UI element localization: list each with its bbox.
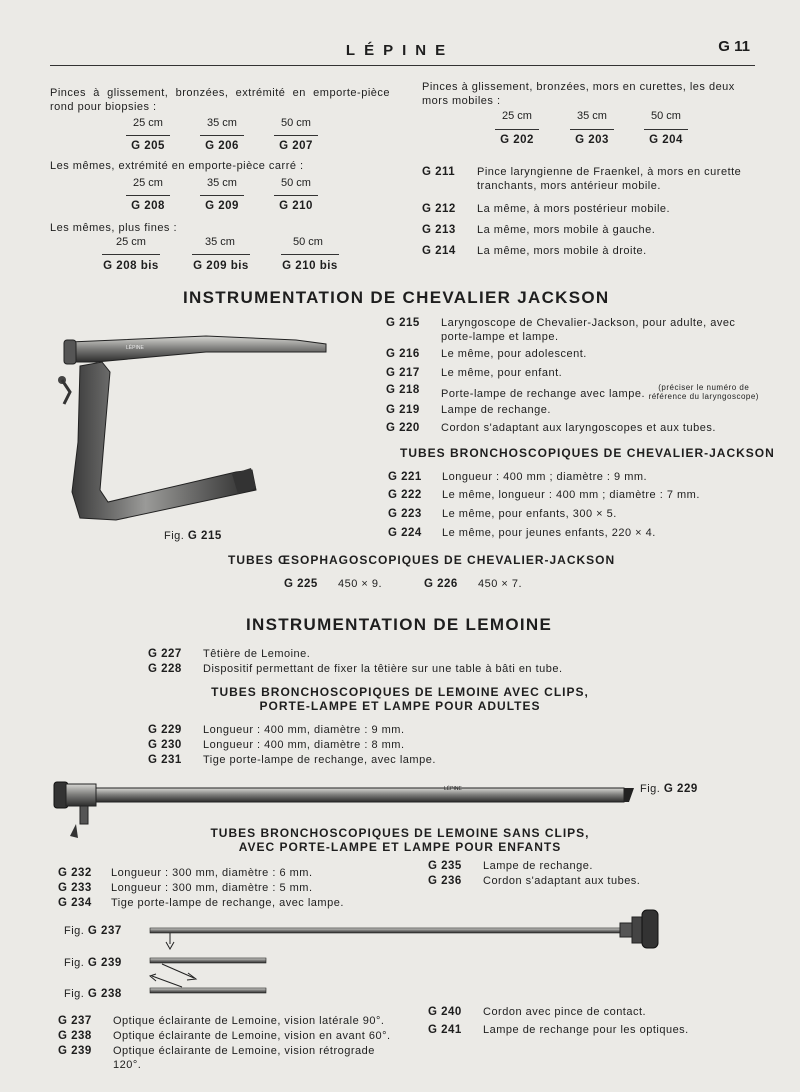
separator <box>274 195 318 196</box>
product-code: G 203 <box>575 134 609 146</box>
item-text: Le même, pour enfant. <box>441 367 563 379</box>
intro-finer: Les mêmes, plus fines : <box>50 222 178 234</box>
item-code: G 212 <box>422 203 456 215</box>
item-code: G 224 <box>388 527 422 539</box>
figure-label: Fig. <box>64 957 85 969</box>
item-code: G 229 <box>148 724 182 736</box>
figure-label: Fig. <box>164 530 185 542</box>
item-code: G 238 <box>58 1030 92 1042</box>
list-item <box>424 577 574 591</box>
section-title-jackson: INSTRUMENTATION DE CHEVALIER JACKSON <box>183 288 610 307</box>
separator <box>281 254 339 255</box>
separator <box>274 135 318 136</box>
item-text: Longueur : 400 mm, diamètre : 8 mm. <box>203 739 405 751</box>
size-label: 50 cm <box>281 117 311 129</box>
separator <box>570 129 614 130</box>
item-text: Laryngoscope de Chevalier-Jackson, pour adulte, avec porte-lampe et lampe. <box>441 317 736 343</box>
list-item <box>428 874 758 888</box>
item-code: G 211 <box>422 166 456 178</box>
subsection-line: PORTE-LAMPE ET LAMPE POUR ADULTES <box>259 699 541 713</box>
subsection-line: TUBES BRONCHOSCOPIQUES DE LEMOINE AVEC CLIPS, <box>211 685 589 699</box>
product-code: G 205 <box>131 140 165 152</box>
figure-code: G 238 <box>87 988 122 1000</box>
list-item <box>388 526 758 540</box>
item-code: G 241 <box>428 1024 462 1036</box>
item-text: La même, à mors postérieur mobile. <box>477 203 671 215</box>
subsection-title-without-clips <box>200 826 600 854</box>
item-text: La même, mors mobile à gauche. <box>477 224 656 236</box>
item-text: Dispositif permettant de fixer la têtière sur une table à bâti en tube. <box>203 663 563 675</box>
size-label: 35 cm <box>207 177 237 189</box>
size-label: 25 cm <box>116 236 146 248</box>
item-code: G 222 <box>388 489 422 501</box>
svg-text:LÉPINE: LÉPINE <box>444 786 462 792</box>
list-item <box>428 1023 758 1037</box>
item-text: Cordon avec pince de contact. <box>483 1006 647 1018</box>
list-item <box>148 738 748 752</box>
item-text: 450 × 9. <box>338 578 383 590</box>
size-label: 50 cm <box>293 236 323 248</box>
figure-caption <box>64 957 122 969</box>
product-code: G 209 bis <box>193 260 249 272</box>
item-code: G 228 <box>148 663 182 675</box>
item-text: Têtière de Lemoine. <box>203 648 311 660</box>
item-code: G 239 <box>58 1045 92 1057</box>
intro-biopsy-pincers: Pinces à glissement, bronzées, extrémité en emporte-pièce rond pour biopsies : <box>50 87 390 113</box>
list-item <box>388 488 758 502</box>
item-text: Lampe de rechange. <box>441 404 551 416</box>
list-item <box>58 866 408 880</box>
item-text: Optique éclairante de Lemoine, vision rétrograde 120°. <box>113 1045 375 1071</box>
list-item <box>388 507 758 521</box>
item-text: 450 × 7. <box>478 578 523 590</box>
list-item <box>58 1029 398 1043</box>
list-item <box>386 316 756 344</box>
item-text: Pince laryngienne de Fraenkel, à mors en curette tranchants, mors antérieur mobile. <box>477 166 742 192</box>
figure-caption <box>64 988 122 1000</box>
size-label: 25 cm <box>133 117 163 129</box>
item-code: G 219 <box>386 404 420 416</box>
list-item <box>58 1044 398 1072</box>
separator <box>126 195 170 196</box>
subsection-line: TUBES BRONCHOSCOPIQUES DE LEMOINE SANS CLIPS, <box>210 826 590 840</box>
product-code: G 208 bis <box>103 260 159 272</box>
item-text: Tige porte-lampe de rechange, avec lampe. <box>203 754 436 766</box>
item-text: Longueur : 300 mm, diamètre : 6 mm. <box>111 867 313 879</box>
separator <box>192 254 250 255</box>
list-item <box>148 647 748 661</box>
item-code: G 216 <box>386 348 420 360</box>
figure-code: G 215 <box>187 530 222 542</box>
figure-caption <box>640 783 698 795</box>
tube-engraving <box>444 785 462 792</box>
list-item <box>388 470 758 484</box>
item-text: La même, mors mobile à droite. <box>477 245 647 257</box>
list-item <box>386 347 756 361</box>
size-label: 25 cm <box>133 177 163 189</box>
list-item <box>422 165 754 193</box>
item-code: G 218 <box>386 384 420 396</box>
item-text: Tige porte-lampe de rechange, avec lampe. <box>111 897 344 909</box>
item-code: G 237 <box>58 1015 92 1027</box>
list-item <box>428 859 758 873</box>
item-code: G 226 <box>424 578 458 590</box>
list-item <box>428 1005 758 1019</box>
figure-label: Fig. <box>64 988 85 1000</box>
item-code: G 220 <box>386 422 420 434</box>
item-code: G 213 <box>422 224 456 236</box>
figure-label: Fig. <box>64 925 85 937</box>
item-code: G 230 <box>148 739 182 751</box>
size-label: 35 cm <box>207 117 237 129</box>
item-code: G 234 <box>58 897 92 909</box>
item-code: G 215 <box>386 317 420 329</box>
list-item <box>58 881 408 895</box>
size-label: 50 cm <box>651 110 681 122</box>
item-text: Porte-lampe de rechange avec lampe. <box>441 388 645 400</box>
intro-curette-pincers: Pinces à glissement, bronzées, mors en curettes, les deux mors mobiles : <box>422 81 735 107</box>
subsection-title-oesophagoscopic: TUBES ŒSOPHAGOSCOPIQUES DE CHEVALIER-JACKSON <box>228 553 616 567</box>
item-code: G 225 <box>284 578 318 590</box>
figure-label: Fig. <box>640 783 661 795</box>
product-code: G 207 <box>279 140 313 152</box>
separator <box>102 254 160 255</box>
size-label: 50 cm <box>281 177 311 189</box>
item-code: G 235 <box>428 860 462 872</box>
item-text: Optique éclairante de Lemoine, vision en avant 60°. <box>113 1030 391 1042</box>
size-label: 35 cm <box>205 236 235 248</box>
separator <box>495 129 539 130</box>
item-code: G 221 <box>388 471 422 483</box>
reference-note: (préciser le numéro de référence du laryngoscope) <box>648 383 759 401</box>
list-item <box>386 366 756 380</box>
item-text: Lampe de rechange pour les optiques. <box>483 1024 689 1036</box>
svg-text:LÉPINE: LÉPINE <box>126 345 144 351</box>
item-text: Longueur : 300 mm, diamètre : 5 mm. <box>111 882 313 894</box>
list-item <box>148 753 748 767</box>
size-label: 25 cm <box>502 110 532 122</box>
item-text: Longueur : 400 mm, diamètre : 9 mm. <box>203 724 405 736</box>
figure-code: G 229 <box>663 783 698 795</box>
item-code: G 233 <box>58 882 92 894</box>
subsection-title-bronchoscopic: TUBES BRONCHOSCOPIQUES DE CHEVALIER-JACKSON <box>400 446 775 460</box>
item-text: Optique éclairante de Lemoine, vision latérale 90°. <box>113 1015 385 1027</box>
list-item <box>148 723 748 737</box>
list-item <box>58 1014 398 1028</box>
optics-illustration <box>146 904 666 1004</box>
header-rule <box>50 65 755 66</box>
list-item <box>386 421 756 435</box>
list-item <box>284 577 434 591</box>
figure-caption <box>64 925 122 937</box>
product-code: G 210 <box>279 200 313 212</box>
subsection-line: AVEC PORTE-LAMPE ET LAMPE POUR ENFANTS <box>238 840 562 854</box>
list-item <box>386 403 756 417</box>
figure-code: G 239 <box>87 957 122 969</box>
item-text: Lampe de rechange. <box>483 860 593 872</box>
item-text: Le même, pour enfants, 300 × 5. <box>442 508 617 520</box>
list-item <box>422 223 754 237</box>
product-code: G 210 bis <box>282 260 338 272</box>
product-code: G 208 <box>131 200 165 212</box>
list-item <box>422 202 754 216</box>
separator <box>644 129 688 130</box>
separator <box>200 195 244 196</box>
item-code: G 240 <box>428 1006 462 1018</box>
section-title-lemoine: INSTRUMENTATION DE LEMOINE <box>246 615 553 634</box>
item-code: G 236 <box>428 875 462 887</box>
product-code: G 204 <box>649 134 683 146</box>
item-text: Le même, pour jeunes enfants, 220 × 4. <box>442 527 656 539</box>
laryngoscope-engraving <box>126 344 144 351</box>
item-code: G 232 <box>58 867 92 879</box>
item-text: Le même, pour adolescent. <box>441 348 587 360</box>
list-item <box>386 383 761 401</box>
item-code: G 231 <box>148 754 182 766</box>
intro-square-punch: Les mêmes, extrémité en emporte-pièce carré : <box>50 160 304 172</box>
item-code: G 214 <box>422 245 456 257</box>
page-header-title: LÉPINE <box>345 42 455 59</box>
item-code: G 217 <box>386 367 420 379</box>
item-text: Cordon s'adaptant aux laryngoscopes et aux tubes. <box>441 422 716 434</box>
list-item <box>148 662 748 676</box>
product-code: G 209 <box>205 200 239 212</box>
item-text: Cordon s'adaptant aux tubes. <box>483 875 641 887</box>
page-number: G 11 <box>718 38 750 55</box>
size-label: 35 cm <box>577 110 607 122</box>
figure-code: G 237 <box>87 925 122 937</box>
item-code: G 223 <box>388 508 422 520</box>
item-text: Longueur : 400 mm ; diamètre : 9 mm. <box>442 471 648 483</box>
item-text: Le même, longueur : 400 mm ; diamètre : 7 mm. <box>442 489 700 501</box>
list-item <box>422 244 754 258</box>
separator <box>126 135 170 136</box>
item-code: G 227 <box>148 648 182 660</box>
product-code: G 206 <box>205 140 239 152</box>
subsection-title-with-clips <box>200 685 600 713</box>
product-code: G 202 <box>500 134 534 146</box>
separator <box>200 135 244 136</box>
figure-caption <box>164 530 222 542</box>
laryngoscope-illustration <box>56 322 331 527</box>
